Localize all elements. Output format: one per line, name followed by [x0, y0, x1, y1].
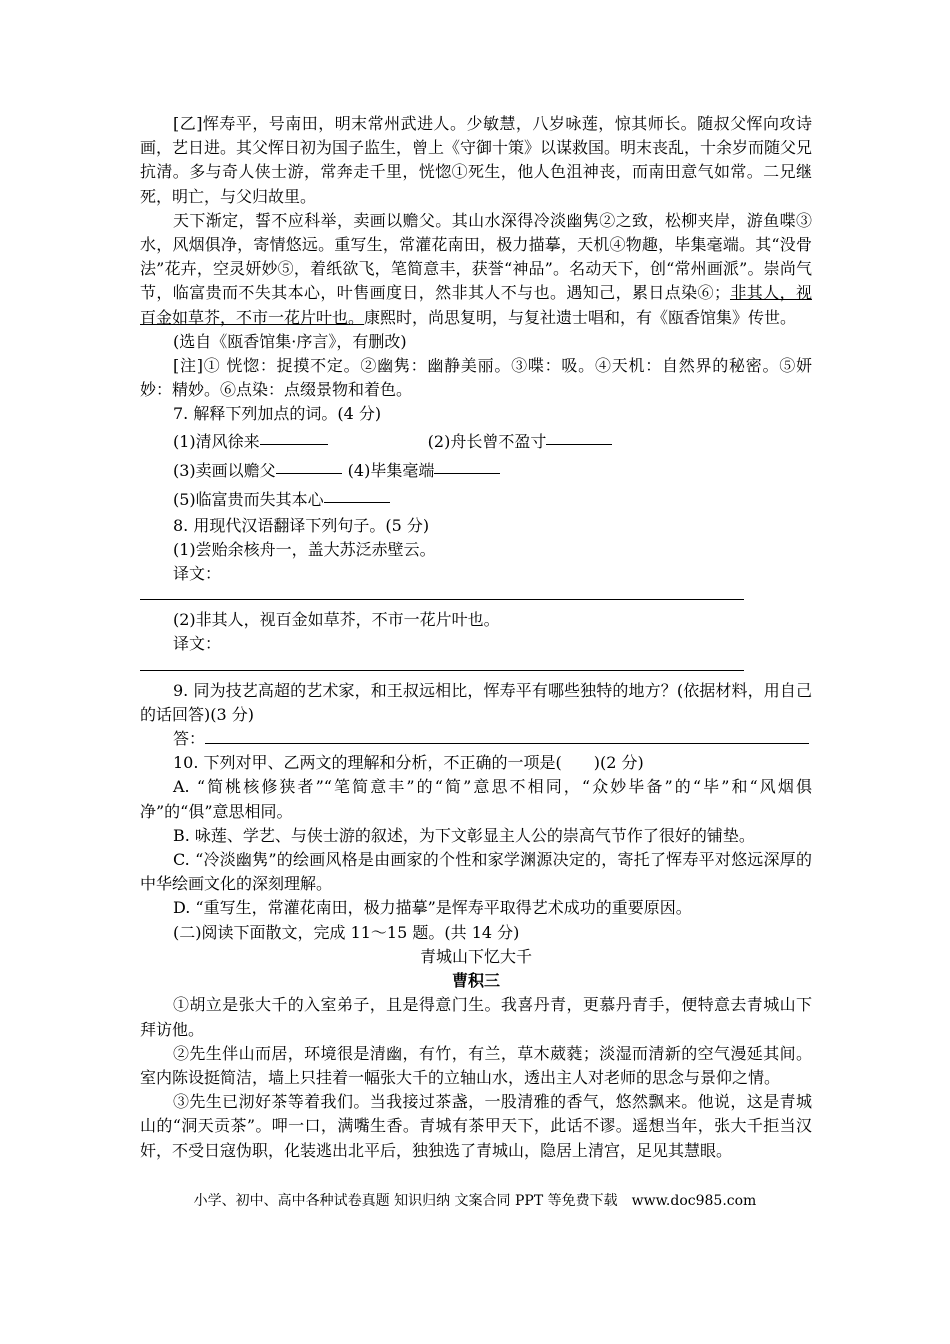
passage-yi-p2	[140, 209, 812, 330]
q10-option-b: B. 咏莲、学艺、与侠士游的叙述，为下文彰显主人公的崇高气节作了很好的铺垫。	[173, 825, 755, 845]
page-footer: 小学、初中、高中各种试卷真题 知识归纳 文案合同 PPT 等免费下载 www.doc985.com	[193, 1193, 757, 1209]
q10-stem: 10. 下列对甲、乙两文的理解和分析，不正确的一项是( )(2 分)	[173, 753, 644, 773]
q7-blank-3[interactable]	[276, 456, 342, 474]
q8-sentence-2: (2)非其人，视百金如草芥，不市一花片叶也。	[173, 610, 500, 630]
q7-row-2	[140, 456, 812, 485]
q8-label-2: 译文：	[173, 634, 222, 654]
q9-answer-line[interactable]	[205, 727, 809, 744]
essay-p2: ②先生伴山而居，环境很是清幽，有竹，有兰，草木葳蕤；淡湿而清新的空气漫延其间。室内陈设挺简洁，墙上只挂着一幅张大千的立轴山水，透出主人对老师的思念与景仰之情。	[140, 1043, 812, 1087]
q9-stem: 9. 同为技艺高超的艺术家，和王叔远相比，恽寿平有哪些独特的地方？(依据材料，用自己的话回答)(3 分)	[140, 680, 812, 724]
q7-item-3: (3)卖画以赡父	[173, 460, 276, 480]
q9-label: 答：	[173, 729, 206, 749]
passage-source: (选自《瓯香馆集·序言》，有删改)	[173, 331, 407, 351]
q7-row-1	[140, 427, 812, 456]
q7-blank-5[interactable]	[324, 485, 390, 503]
essay-p1: ①胡立是张大千的入室弟子，且是得意门生。我喜丹青，更慕丹青手，便特意去青城山下拜访他。	[140, 995, 812, 1039]
passage-yi-underlined: 非其人，视百金如草芥，不市一花片叶也。	[140, 283, 812, 327]
passage-yi-p1: [乙]恽寿平，号南田，明末常州武进人。少敏慧，八岁咏莲，惊其师长。随叔父恽向攻诗画，艺日进。其父恽日初为国子监生，曾上《守御十策》以谋救国。明末丧乱，十余岁而随父兄抗清。多与奇人侠士游，常奔走千里，恍惚①死生，他人色沮神丧，而南田意气如常。二兄继死，明亡，与父归故里。	[140, 114, 813, 206]
section2-heading: (二)阅读下面散文，完成 11～15 题。(共 14 分)	[173, 922, 520, 942]
q8-answer-line-2[interactable]	[140, 669, 744, 671]
q9-answer-row	[140, 727, 812, 751]
q8-stem: 8. 用现代汉语翻译下列句子。(5 分)	[173, 515, 430, 535]
q8-sentence-1: (1)尝贻余核舟一，盖大苏泛赤壁云。	[173, 539, 436, 559]
passage-yi-p2b: 康熙时，尚思复明，与复社遗士唱和，有《瓯香馆集》传世。	[364, 307, 797, 327]
q7-row-3	[140, 485, 812, 514]
q7-blank-2[interactable]	[546, 427, 612, 445]
q10-option-c: C. “冷淡幽隽”的绘画风格是由画家的个性和家学渊源决定的，寄托了恽寿平对悠远深厚的中华绘画文化的深刻理解。	[140, 850, 812, 894]
q7-item-2: (2)舟长曾不盈寸	[427, 431, 547, 451]
q10-option-d: D. “重写生，常灌花南田，极力描摹”是恽寿平取得艺术成功的重要原因。	[173, 898, 692, 918]
q10-option-a: A. “简桃核修狭者”“笔简意丰”的“简”意思不相同，“众妙毕备”的“毕”和“风烟俱净”的“俱”意思相同。	[140, 777, 812, 821]
q7-stem: 7. 解释下列加点的词。(4 分)	[173, 404, 382, 424]
q7-item-5: (5)临富贵而失其本心	[173, 489, 324, 509]
essay-title: 青城山下忆大千	[419, 946, 532, 966]
q8-answer-line-1[interactable]	[140, 598, 744, 600]
q7-blank-4[interactable]	[434, 456, 500, 474]
q7-item-1: (1)清风徐来	[173, 431, 260, 451]
passage-notes: [注]① 恍惚：捉摸不定。②幽隽：幽静美丽。③喋：吸。④天机：自然界的秘密。⑤妍妙：精妙。⑥点染：点缀景物和着色。	[140, 356, 812, 400]
q8-label-1: 译文：	[173, 564, 222, 584]
passage-yi-p2a: 天下渐定，誓不应科举，卖画以赡父。其山水深得冷淡幽隽②之致，松柳夹岸，游鱼喋③水，风烟俱净，寄情悠远。重写生，常灌花南田，极力描摹，天机④物趣，毕集毫端。其“没骨法”花卉，空灵妍妙⑤，着纸欲飞，笔简意丰，获誉“神品”。名动天下，创“常州画派”。崇尚气节，临富贵而不失其本心，叶售画度日，然非其人不与也。遇知己，累日点染⑥；	[140, 210, 812, 303]
document-page	[140, 112, 812, 1163]
essay-p3: ③先生已沏好茶等着我们。当我接过茶盏，一股清雅的香气，悠然飘来。他说，这是青城山的“洞天贡茶”。呷一口，满嘴生香。青城有茶甲天下，此话不谬。遥想当年，张大千拒当汉奸，不受日寇伪职，化装逃出北平后，独独选了青城山，隐居上清宫，足见其慧眼。	[140, 1092, 812, 1160]
q7-blank-1[interactable]	[260, 427, 328, 445]
q7-item-4: (4)毕集毫端	[347, 460, 435, 480]
essay-author: 曹积三	[451, 971, 500, 991]
